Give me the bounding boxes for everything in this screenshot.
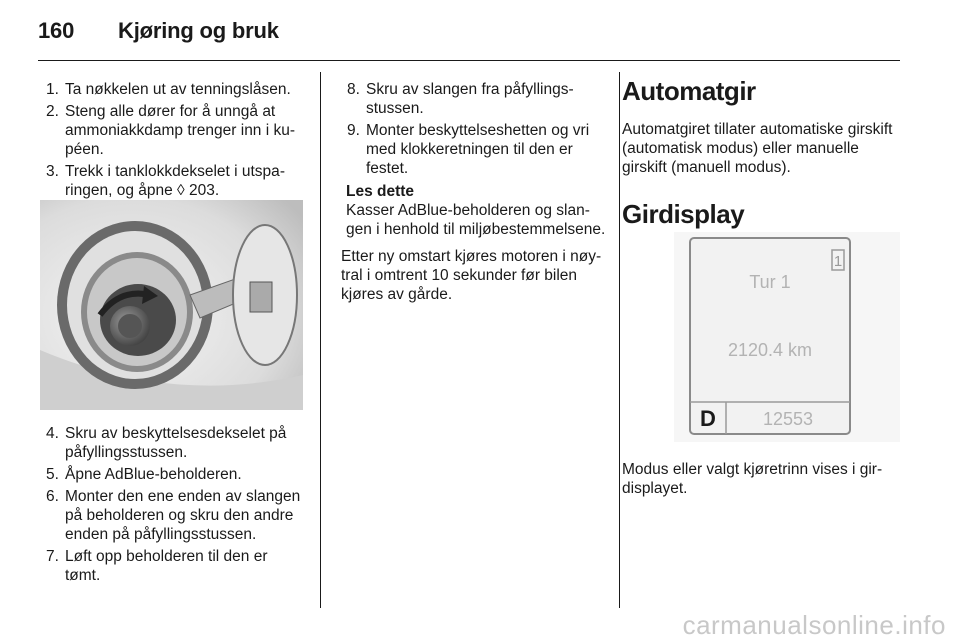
distance-value: 2120.4 km — [727, 340, 813, 360]
column-1 — [40, 80, 306, 203]
list-item: 4. Skru av beskyttelsesdekselet på påfyllingsstussen. — [46, 425, 287, 461]
notice-heading: Les dette — [346, 183, 415, 200]
column-1-lower — [40, 424, 306, 588]
column-2 — [341, 80, 607, 304]
steps-list-a — [40, 80, 306, 200]
steps-list-b — [40, 424, 306, 585]
column-divider-left — [320, 72, 321, 608]
list-item: 9. Monter beskyttelseshetten og vri med klokkeretningen til den er festet. — [347, 122, 590, 177]
list-item: 8. Skru av slangen fra påfyllingsstussen. — [347, 81, 574, 117]
paragraph: Automatgiret tillater automatiske girskift (automatisk modus) eller manuelle girskift (manuell modus). — [622, 121, 893, 176]
column-divider-right — [619, 72, 620, 608]
page-title: Kjøring og bruk — [118, 18, 279, 43]
watermark: carmanualsonline.info — [682, 610, 946, 640]
list-item: 1. Ta nøkkelen ut av tenningslåsen. — [46, 81, 291, 98]
odometer-value: 12553 — [762, 409, 814, 429]
trip-label: Tur 1 — [749, 272, 791, 292]
corner-icon-label: 1 — [833, 253, 843, 270]
section-heading: Automatgir — [622, 76, 756, 106]
steps-list-c — [341, 80, 607, 178]
paragraph: Etter ny omstart kjøres motoren i nøytral i omtrent 10 sekunder før bilen kjøres av gårde. — [341, 248, 602, 303]
header-rule — [38, 60, 900, 61]
column-3-lower — [622, 460, 904, 498]
gear-indicator: D — [700, 406, 716, 431]
fuel-flap-photo — [40, 200, 303, 410]
paragraph: Modus eller valgt kjøretrinn vises i girdisplayet. — [622, 461, 883, 497]
page-number: 160 — [38, 18, 75, 43]
list-item: 7. Løft opp beholderen til den er tømt. — [46, 548, 268, 584]
list-item: 5. Åpne AdBlue-beholderen. — [46, 466, 242, 483]
column-3 — [622, 76, 904, 229]
gear-display-illustration — [674, 232, 900, 442]
list-item: 6. Monter den ene enden av slangen på beholderen og skru den andre enden på påfyllingsstussen. — [46, 488, 301, 543]
notice-body: Kasser AdBlue-beholderen og slangen i henhold til miljøbestemmelsene. — [346, 202, 606, 238]
list-item: 3. Trekk i tanklokkdekselet i utsparingen, og åpne ◊ 203. — [46, 163, 285, 199]
section-heading: Girdisplay — [622, 199, 745, 229]
list-item: 2. Steng alle dører for å unngå at ammoniakkdamp trenger inn i kupéen. — [46, 103, 296, 158]
